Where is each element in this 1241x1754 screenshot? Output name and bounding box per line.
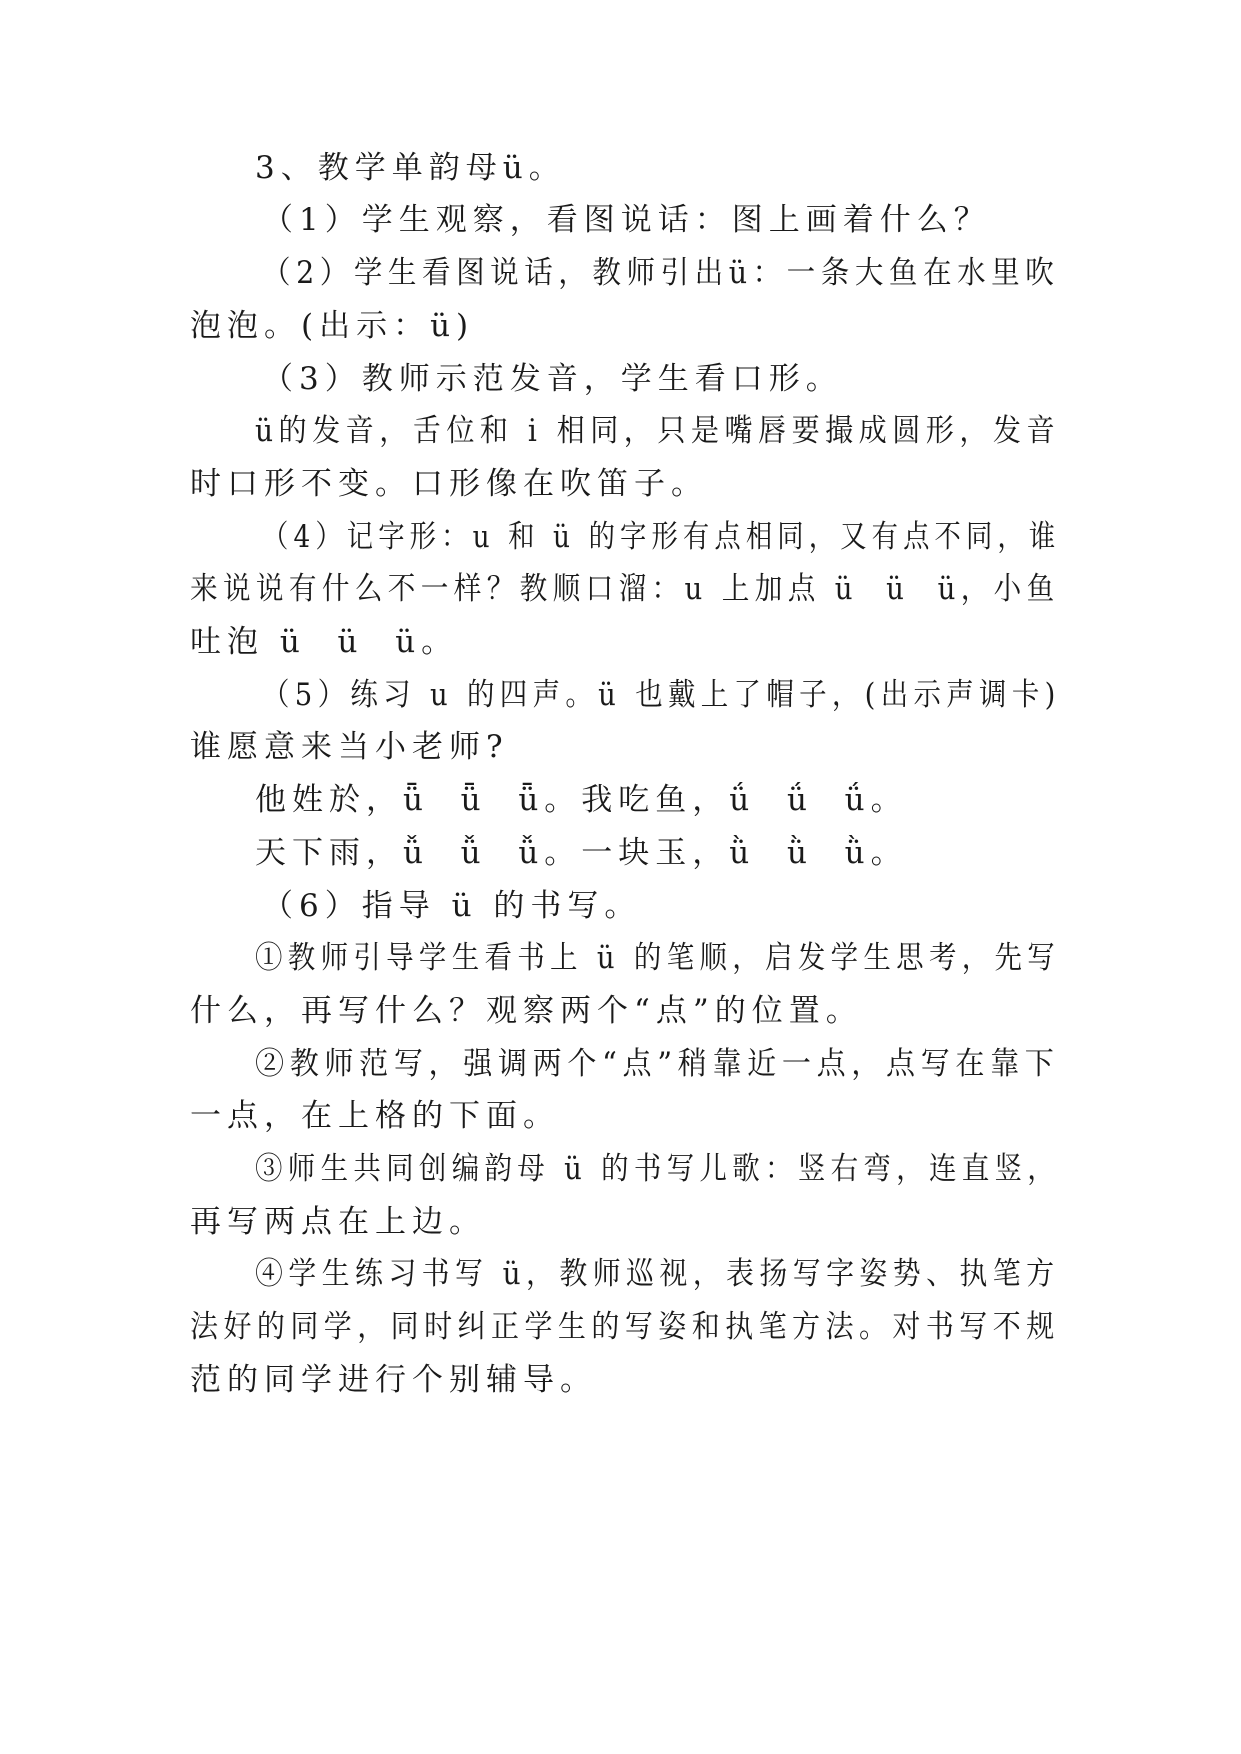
text-line-2: （1）学生观察，看图说话：图上画着什么？ — [262, 202, 991, 238]
text-line-22: ④学生练习书写 ü，教师巡视，表扬写字姿势、执笔方 — [255, 1256, 1060, 1292]
text-line-10: 吐泡 ü ü ü。 — [190, 624, 459, 660]
text-line-16: ①教师引导学生看书上 ü 的笔顺，启发学生思考，先写 — [255, 940, 1061, 976]
text-line-9: 来说说有什么不一样？教顺口溜：u 上加点 ü ü ü，小鱼 — [190, 571, 1060, 607]
text-line-12: 谁愿意来当小老师? — [190, 729, 509, 765]
text-line-14: 天下雨，ǚ ǚ ǚ。一块玉，ǜ ǜ ǜ。 — [255, 835, 908, 871]
text-line-19: 一点，在上格的下面。 — [190, 1098, 560, 1134]
text-line-6: ü的发音，舌位和 i 相同，只是嘴唇要撮成圆形，发音 — [255, 413, 1061, 449]
text-line-20: ③师生共同创编韵母 ü 的书写儿歌：竖右弯，连直竖， — [255, 1151, 1061, 1187]
text-line-3: （2）学生看图说话，教师引出ü：一条大鱼在水里吹 — [262, 255, 1060, 291]
text-line-21: 再写两点在上边。 — [190, 1204, 486, 1240]
text-line-5: （3）教师示范发音，学生看口形。 — [262, 361, 843, 397]
text-line-4: 泡泡。(出示：ü) — [190, 308, 475, 344]
text-line-1: 3、教学单韵母ü。 — [255, 150, 566, 186]
text-line-17: 什么，再写什么？观察两个“点”的位置。 — [190, 993, 863, 1029]
text-line-24: 范的同学进行个别辅导。 — [190, 1362, 597, 1398]
text-line-18: ②教师范写，强调两个“点”稍靠近一点，点写在靠下 — [255, 1046, 1060, 1082]
text-line-13: 他姓於，ǖ ǖ ǖ。我吃鱼，ǘ ǘ ǘ。 — [255, 782, 908, 818]
text-line-15: （6）指导 ü 的书写。 — [262, 888, 642, 924]
text-line-11: （5）练习 u 的四声。ü 也戴上了帽子，(出示声调卡) — [262, 677, 1061, 713]
text-line-7: 时口形不变。口形像在吹笛子。 — [190, 466, 708, 502]
text-line-23: 法好的同学，同时纠正学生的写姿和执笔方法。对书写不规 — [190, 1309, 1060, 1345]
text-line-8: （4）记字形：u 和 ü 的字形有点相同，又有点不同，谁 — [262, 519, 1061, 555]
